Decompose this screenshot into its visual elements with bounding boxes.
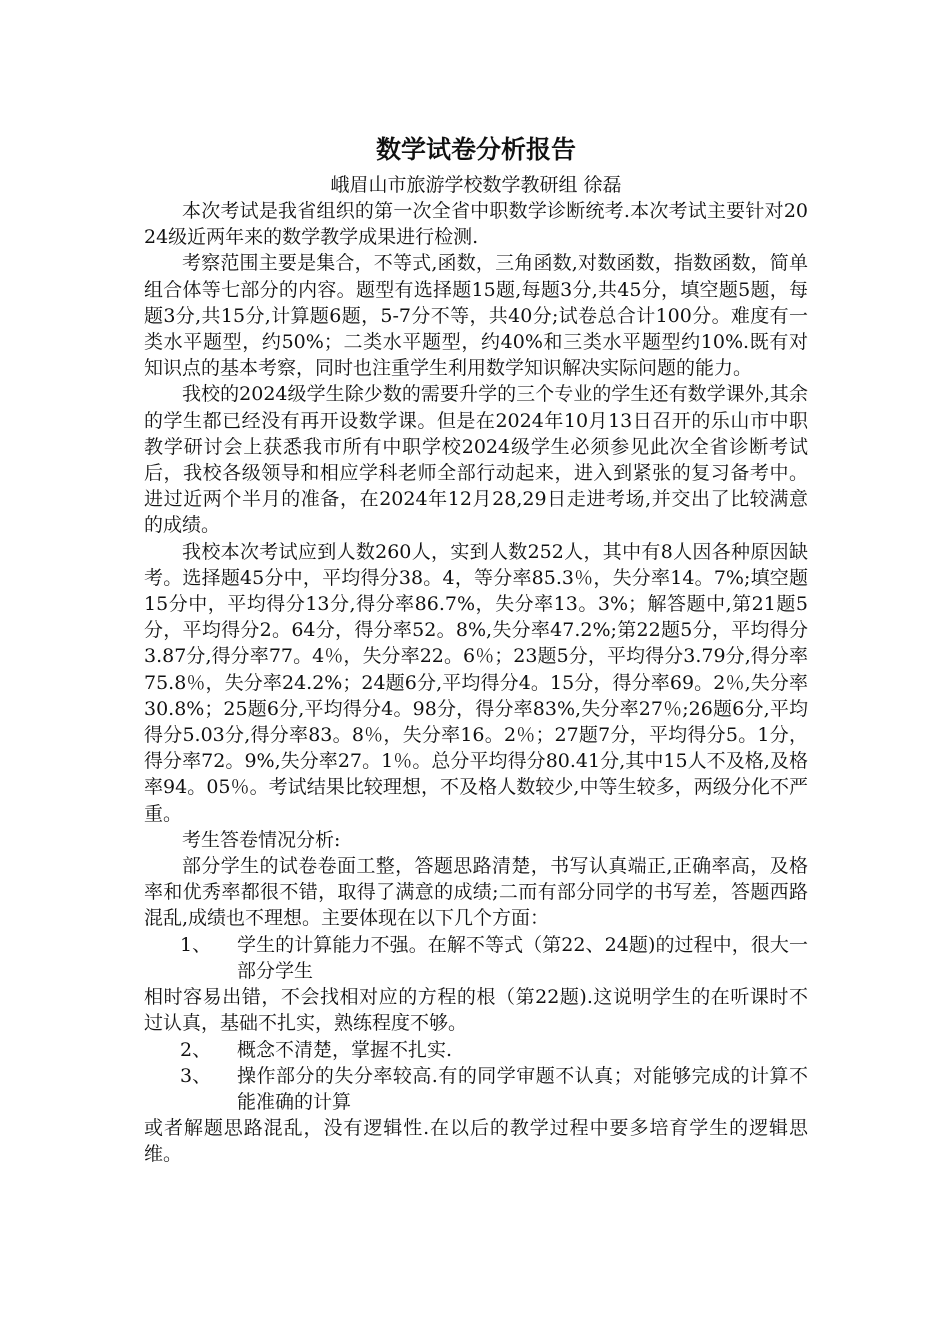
paragraph-statistics: 我校本次考试应到人数260人，实到人数252人，其中有8人因各种原因缺考。选择题45分中，平均得分38。4，等分率85.3％，失分率14。7%;填空题15分中，平均得分13分,得分率86.7%，失分率13。3%；解答题中,第21题5分，平均得分2。64分，得分率52。8%,失分率47.2%;第22题5分，平均得分3.87分,得分率77。4％，失分率22。6％；23题5分，平均得分3.79分,得分率75.8％，失分率24.2%；24题6分,平均得分4。15分，得分率69。2％,失分率30.8%；25题6分,平均得分4。98分，得分率83%,失分率27％;26题6分,平均得分5.03分,得分率83。8％，失分率16。2％；27题7分，平均得分5。1分，得分率72。9%,失分率27。1％。总分平均得分80.41分,其中15人不及格,及格率94。05％。考试结果比较理想，不及格人数较少,中等生较多，两级分化不严重。 xyxy=(144,540,808,825)
list-text: 概念不清楚，掌握不扎实. xyxy=(237,1038,453,1061)
list-text: 操作部分的失分率较高.有的同学审题不认真；对能够完成的计算不能准确的计算 xyxy=(237,1064,808,1113)
list-item-3-continuation: 或者解题思路混乱，没有逻辑性.在以后的教学过程中要多培育学生的逻辑思维。 xyxy=(144,1117,808,1166)
paragraph-analysis-summary: 部分学生的试卷卷面工整，答题思路清楚，书写认真端正,正确率高，及格率和优秀率都很不错，取得了满意的成绩;二而有部分同学的书写差，答题西路混乱,成绩也不理想。主要体现在以下几个方面： xyxy=(144,855,808,930)
list-item-3 xyxy=(144,1063,808,1115)
document-page xyxy=(144,128,808,1168)
document-title: 数学试卷分析报告 xyxy=(375,135,576,164)
list-item-2 xyxy=(144,1037,808,1063)
list-number: 3、 xyxy=(180,1064,212,1087)
paragraph-intro: 本次考试是我省组织的第一次全省中职数学诊断统考.本次考试主要针对2024级近两年来的数学教学成果进行检测. xyxy=(144,200,808,249)
list-item-1 xyxy=(144,932,808,984)
list-number: 1、 xyxy=(180,933,212,956)
paragraph-background: 我校的2024级学生除少数的需要升学的三个专业的学生还有数学课外,其余的学生都已经没有再开设数学课。但是在2024年10月13日召开的乐山市中职教学研讨会上获悉我市所有中职学校2024级学生必须参见此次全省诊断考试后，我校各级领导和相应学科老师全部行动起来，进入到紧张的复习备考中。进过近两个半月的准备，在2024年12月28,29日走进考场,并交出了比较满意的成绩。 xyxy=(144,383,808,537)
document-author: 峨眉山市旅游学校数学教研组 徐磊 xyxy=(330,174,622,196)
list-text: 学生的计算能力不强。在解不等式（第22、24题)的过程中，很大一部分学生 xyxy=(237,933,808,982)
list-number: 2、 xyxy=(180,1038,212,1061)
paragraph-analysis-heading: 考生答卷情况分析: xyxy=(182,828,341,851)
list-item-1-continuation: 相时容易出错，不会找相对应的方程的根（第22题).这说明学生的在听课时不过认真，基础不扎实，熟练程度不够。 xyxy=(144,986,808,1035)
paragraph-scope: 考察范围主要是集合，不等式,函数，三角函数,对数函数，指数函数，简单组合体等七部分的内容。题型有选择题15题,每题3分,共45分，填空题5题，每题3分,共15分,计算题6题，5-7分不等，共40分;试卷总合计100分。难度有一类水平题型，约50%；二类水平题型，约40%和三类水平题型约10%.既有对知识点的基本考察，同时也注重学生利用数学知识解决实际问题的能力。 xyxy=(144,252,808,380)
